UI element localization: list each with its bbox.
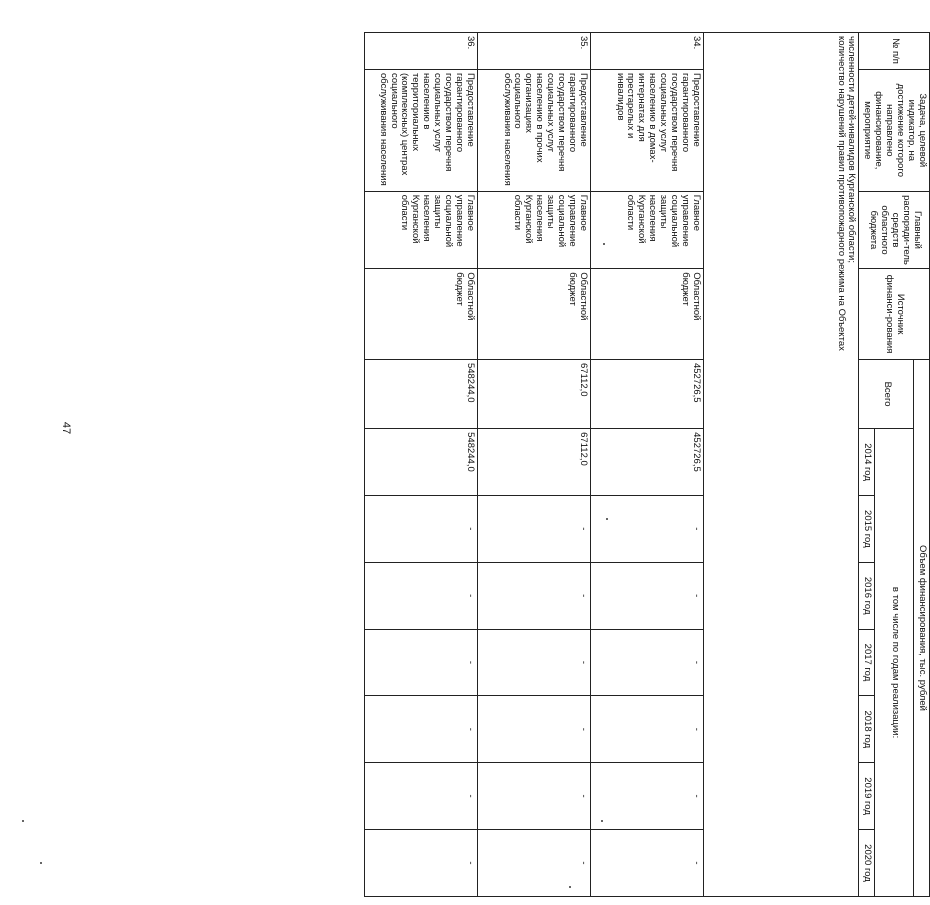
row-year-value: 548244,0 <box>365 429 478 496</box>
row-total: 452726,5 <box>591 359 704 428</box>
row-year-value: - <box>591 763 704 830</box>
header-year: 2016 год <box>859 562 875 629</box>
row-year-value: - <box>591 562 704 629</box>
row-source: Областной бюджет <box>591 269 704 360</box>
row-year-value: - <box>478 763 591 830</box>
row-year-value: - <box>478 696 591 763</box>
row-task: Предоставление гарантированного государством перечня социальных услуг населению в территориальных (комплексных) центрах социального обслуживания населения <box>365 69 478 191</box>
indicator-note-line: количество нарушений правил противопожарного режима на Объектах <box>835 36 847 351</box>
row-manager: Главное управление социальной защиты населения Курганской области <box>591 191 704 269</box>
table-body <box>365 33 859 897</box>
row-year-value: 452726,5 <box>591 429 704 496</box>
row-total: 548244,0 <box>365 359 478 428</box>
row-year-value: - <box>591 696 704 763</box>
row-year-value: - <box>478 830 591 897</box>
header-year: 2014 год <box>859 429 875 496</box>
indicator-note-line: численности детей-инвалидов Курганской области; <box>846 36 858 263</box>
row-year-value: 67112,0 <box>478 429 591 496</box>
table-row <box>591 33 704 897</box>
row-year-value: - <box>478 629 591 696</box>
row-num: 35. <box>478 33 591 70</box>
header-year: 2019 год <box>859 763 875 830</box>
table-header <box>859 33 930 897</box>
header-source: Источник финанси-рования <box>859 269 930 360</box>
row-num: 36. <box>365 33 478 70</box>
row-manager: Главное управление социальной защиты населения Курганской области <box>478 191 591 269</box>
row-total: 67112,0 <box>478 359 591 428</box>
row-year-value: - <box>478 495 591 562</box>
scan-dot <box>601 820 603 822</box>
header-year: 2020 год <box>859 830 875 897</box>
row-year-value: - <box>365 495 478 562</box>
table-row <box>365 33 478 897</box>
row-source: Областной бюджет <box>365 269 478 360</box>
header-num: № п/п <box>859 33 930 70</box>
scan-dot <box>603 243 605 245</box>
row-year-value: - <box>365 629 478 696</box>
row-year-value: - <box>591 629 704 696</box>
row-year-value: - <box>591 495 704 562</box>
scan-dot <box>569 886 571 888</box>
row-task: Предоставление гарантированного государством перечня социальных услуг населению в домах-интернатах для престарелых и инвалидов <box>591 69 704 191</box>
row-manager: Главное управление социальной защиты населения Курганской области <box>365 191 478 269</box>
page-number: 47 <box>60 421 72 435</box>
row-num: 34. <box>591 33 704 70</box>
scan-dot <box>40 862 42 864</box>
header-total: Всего <box>859 359 914 428</box>
header-by-year: в том числе по годам реализации: <box>875 429 914 897</box>
row-year-value: - <box>365 763 478 830</box>
row-year-value: - <box>365 562 478 629</box>
header-year: 2017 год <box>859 629 875 696</box>
row-year-value: - <box>365 830 478 897</box>
header-task: Задача, целевой индикатор, на достижение которого направлено финансирование, мероприятие <box>859 69 930 191</box>
header-manager: Главный распоряди-тель средств областного бюджета <box>859 191 930 269</box>
row-task: Предоставление гарантированного государством перечня социальных услуг населению в прочих организациях социального обслуживания населения <box>478 69 591 191</box>
financing-table <box>364 32 930 897</box>
header-volume: Объем финансирования, тыс. рублей <box>914 359 930 896</box>
row-source: Областной бюджет <box>478 269 591 360</box>
header-year: 2015 год <box>859 495 875 562</box>
table-row <box>478 33 591 897</box>
row-year-value: - <box>591 830 704 897</box>
indicator-note <box>704 33 859 897</box>
row-year-value: - <box>478 562 591 629</box>
header-year: 2018 год <box>859 696 875 763</box>
scan-dot <box>22 820 24 822</box>
row-year-value: - <box>365 696 478 763</box>
scan-dot <box>606 518 608 520</box>
